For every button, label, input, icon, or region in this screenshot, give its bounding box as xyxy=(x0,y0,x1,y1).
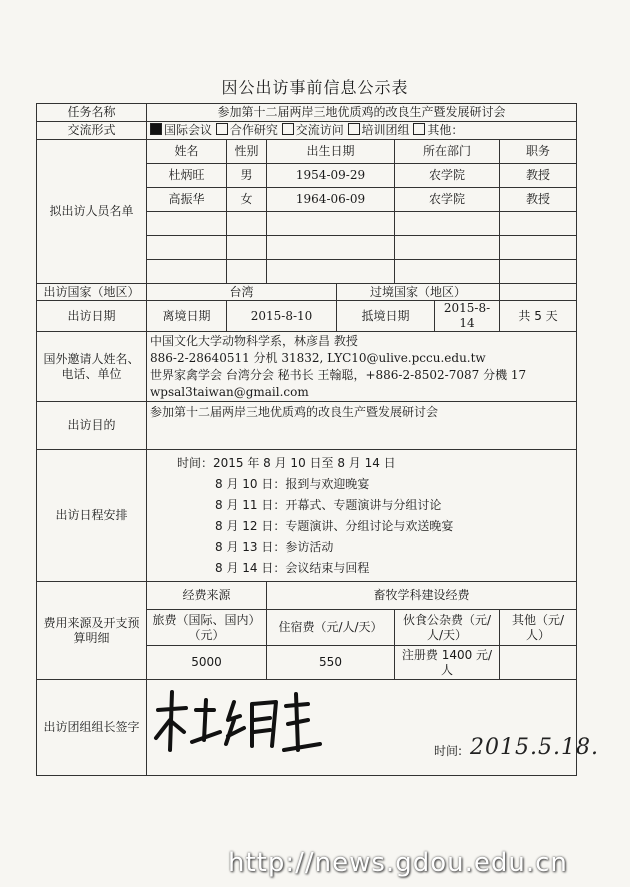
inviter-label: 国外邀请人姓名、电话、单位 xyxy=(37,332,147,402)
exchange-label: 交流形式 xyxy=(37,122,147,140)
people-header-row xyxy=(37,140,577,164)
watermark: http://news.gdou.edu.cn xyxy=(228,848,568,878)
schedule-content xyxy=(147,450,577,582)
inviter-line: wpsal3taiwan@gmail.com xyxy=(150,384,309,399)
checkbox-icon xyxy=(282,123,294,135)
handwritten-date: 2015.5.18. xyxy=(470,735,599,760)
checkbox-icon xyxy=(348,123,360,135)
header-gender: 性别 xyxy=(227,140,267,164)
schedule-item: 8 月 12 日：专题演讲、分组讨论与欢送晚宴 xyxy=(215,518,454,533)
person-title: 教授 xyxy=(500,164,577,188)
task-value: 参加第十二届两岸三地优质鸡的改良生产暨发展研讨会 xyxy=(147,104,577,122)
transit-label: 过境国家（地区） xyxy=(337,284,500,301)
row-purpose xyxy=(37,402,577,450)
total-days: 共 5 天 xyxy=(500,301,577,332)
person-name: 高振华 xyxy=(147,188,227,212)
budget-header-lodging: 住宿费（元/人/天） xyxy=(267,610,395,646)
depart-label: 离境日期 xyxy=(147,301,227,332)
depart-value: 2015-8-10 xyxy=(227,301,337,332)
budget-label: 费用来源及开支预算明细 xyxy=(37,582,147,680)
fund-source-value: 畜牧学科建设经费 xyxy=(267,582,577,610)
exchange-option-3: 培训团组 xyxy=(361,123,410,137)
inviter-line: 中国文化大学动物科学系，林彦昌 教授 xyxy=(150,333,358,348)
inviter-line: 世界家禽学会 台湾分会 秘书长 王翰聪，+886-2-8502-7087 分機 17 xyxy=(150,367,527,382)
header-dept: 所在部门 xyxy=(395,140,500,164)
transit-value xyxy=(500,284,577,301)
exchange-options xyxy=(147,122,577,140)
exchange-option-4: 其他： xyxy=(427,123,464,137)
exchange-option-2: 交流访问 xyxy=(295,123,344,137)
purpose-value: 参加第十二届两岸三地优质鸡的改良生产暨发展研讨会 xyxy=(147,402,577,450)
row-exchange xyxy=(37,122,577,140)
schedule-item: 8 月 10 日：报到与欢迎晚宴 xyxy=(215,476,370,491)
form-title: 因公出访事前信息公示表 xyxy=(221,78,409,97)
exchange-option-1: 合作研究 xyxy=(229,123,278,137)
budget-value-meals: 注册费 1400 元/人 xyxy=(395,646,500,680)
header-birth: 出生日期 xyxy=(267,140,395,164)
handwritten-signature xyxy=(148,680,348,760)
checkbox-checked-icon xyxy=(150,123,162,135)
disclosure-form xyxy=(36,103,577,776)
schedule-time: 时间：2015 年 8 月 10 日至 8 月 14 日 xyxy=(177,455,396,470)
budget-header-travel: 旅费（国际、国内）（元） xyxy=(147,610,267,646)
people-label: 拟出访人员名单 xyxy=(37,140,147,284)
exchange-option-0: 国际会议 xyxy=(164,123,213,137)
schedule-item: 8 月 14 日：会议结束与回程 xyxy=(215,560,370,575)
person-dept: 农学院 xyxy=(395,188,500,212)
date-caption: 时间: xyxy=(434,744,463,758)
sign-label: 出访团组组长签字 xyxy=(37,680,147,776)
budget-header-meals: 伙食公杂费（元/人/天） xyxy=(395,610,500,646)
person-name: 杜炳旺 xyxy=(147,164,227,188)
person-title: 教授 xyxy=(500,188,577,212)
fund-source-label: 经费来源 xyxy=(147,582,267,610)
row-task xyxy=(37,104,577,122)
row-fund-source xyxy=(37,582,577,610)
row-inviter xyxy=(37,332,577,402)
checkbox-icon xyxy=(216,123,228,135)
checkbox-icon xyxy=(413,123,425,135)
budget-value-travel: 5000 xyxy=(147,646,267,680)
person-dept: 农学院 xyxy=(395,164,500,188)
arrive-value: 2015-8-14 xyxy=(435,301,500,332)
person-birth: 1964-06-09 xyxy=(267,188,395,212)
inviter-line: 886-2-28640511 分机 31832, LYC10@ulive.pccu.edu.tw xyxy=(150,350,486,365)
budget-value-lodging: 550 xyxy=(267,646,395,680)
person-gender: 男 xyxy=(227,164,267,188)
arrive-label: 抵境日期 xyxy=(337,301,435,332)
header-name: 姓名 xyxy=(147,140,227,164)
schedule-item: 8 月 13 日：参访活动 xyxy=(215,539,334,554)
task-label: 任务名称 xyxy=(37,104,147,122)
person-birth: 1954-09-29 xyxy=(267,164,395,188)
header-title: 职务 xyxy=(500,140,577,164)
row-schedule xyxy=(37,450,577,582)
schedule-label: 出访日程安排 xyxy=(37,450,147,582)
person-gender: 女 xyxy=(227,188,267,212)
inviter-info xyxy=(147,332,577,402)
budget-value-other xyxy=(500,646,577,680)
budget-header-other: 其他（元/人） xyxy=(500,610,577,646)
date-label: 出访日期 xyxy=(37,301,147,332)
country-label: 出访国家（地区） xyxy=(37,284,147,301)
country-value: 台湾 xyxy=(147,284,337,301)
schedule-item: 8 月 11 日：开幕式、专题演讲与分组讨论 xyxy=(215,497,442,512)
row-dates xyxy=(37,301,577,332)
row-country xyxy=(37,284,577,301)
purpose-label: 出访目的 xyxy=(37,402,147,450)
